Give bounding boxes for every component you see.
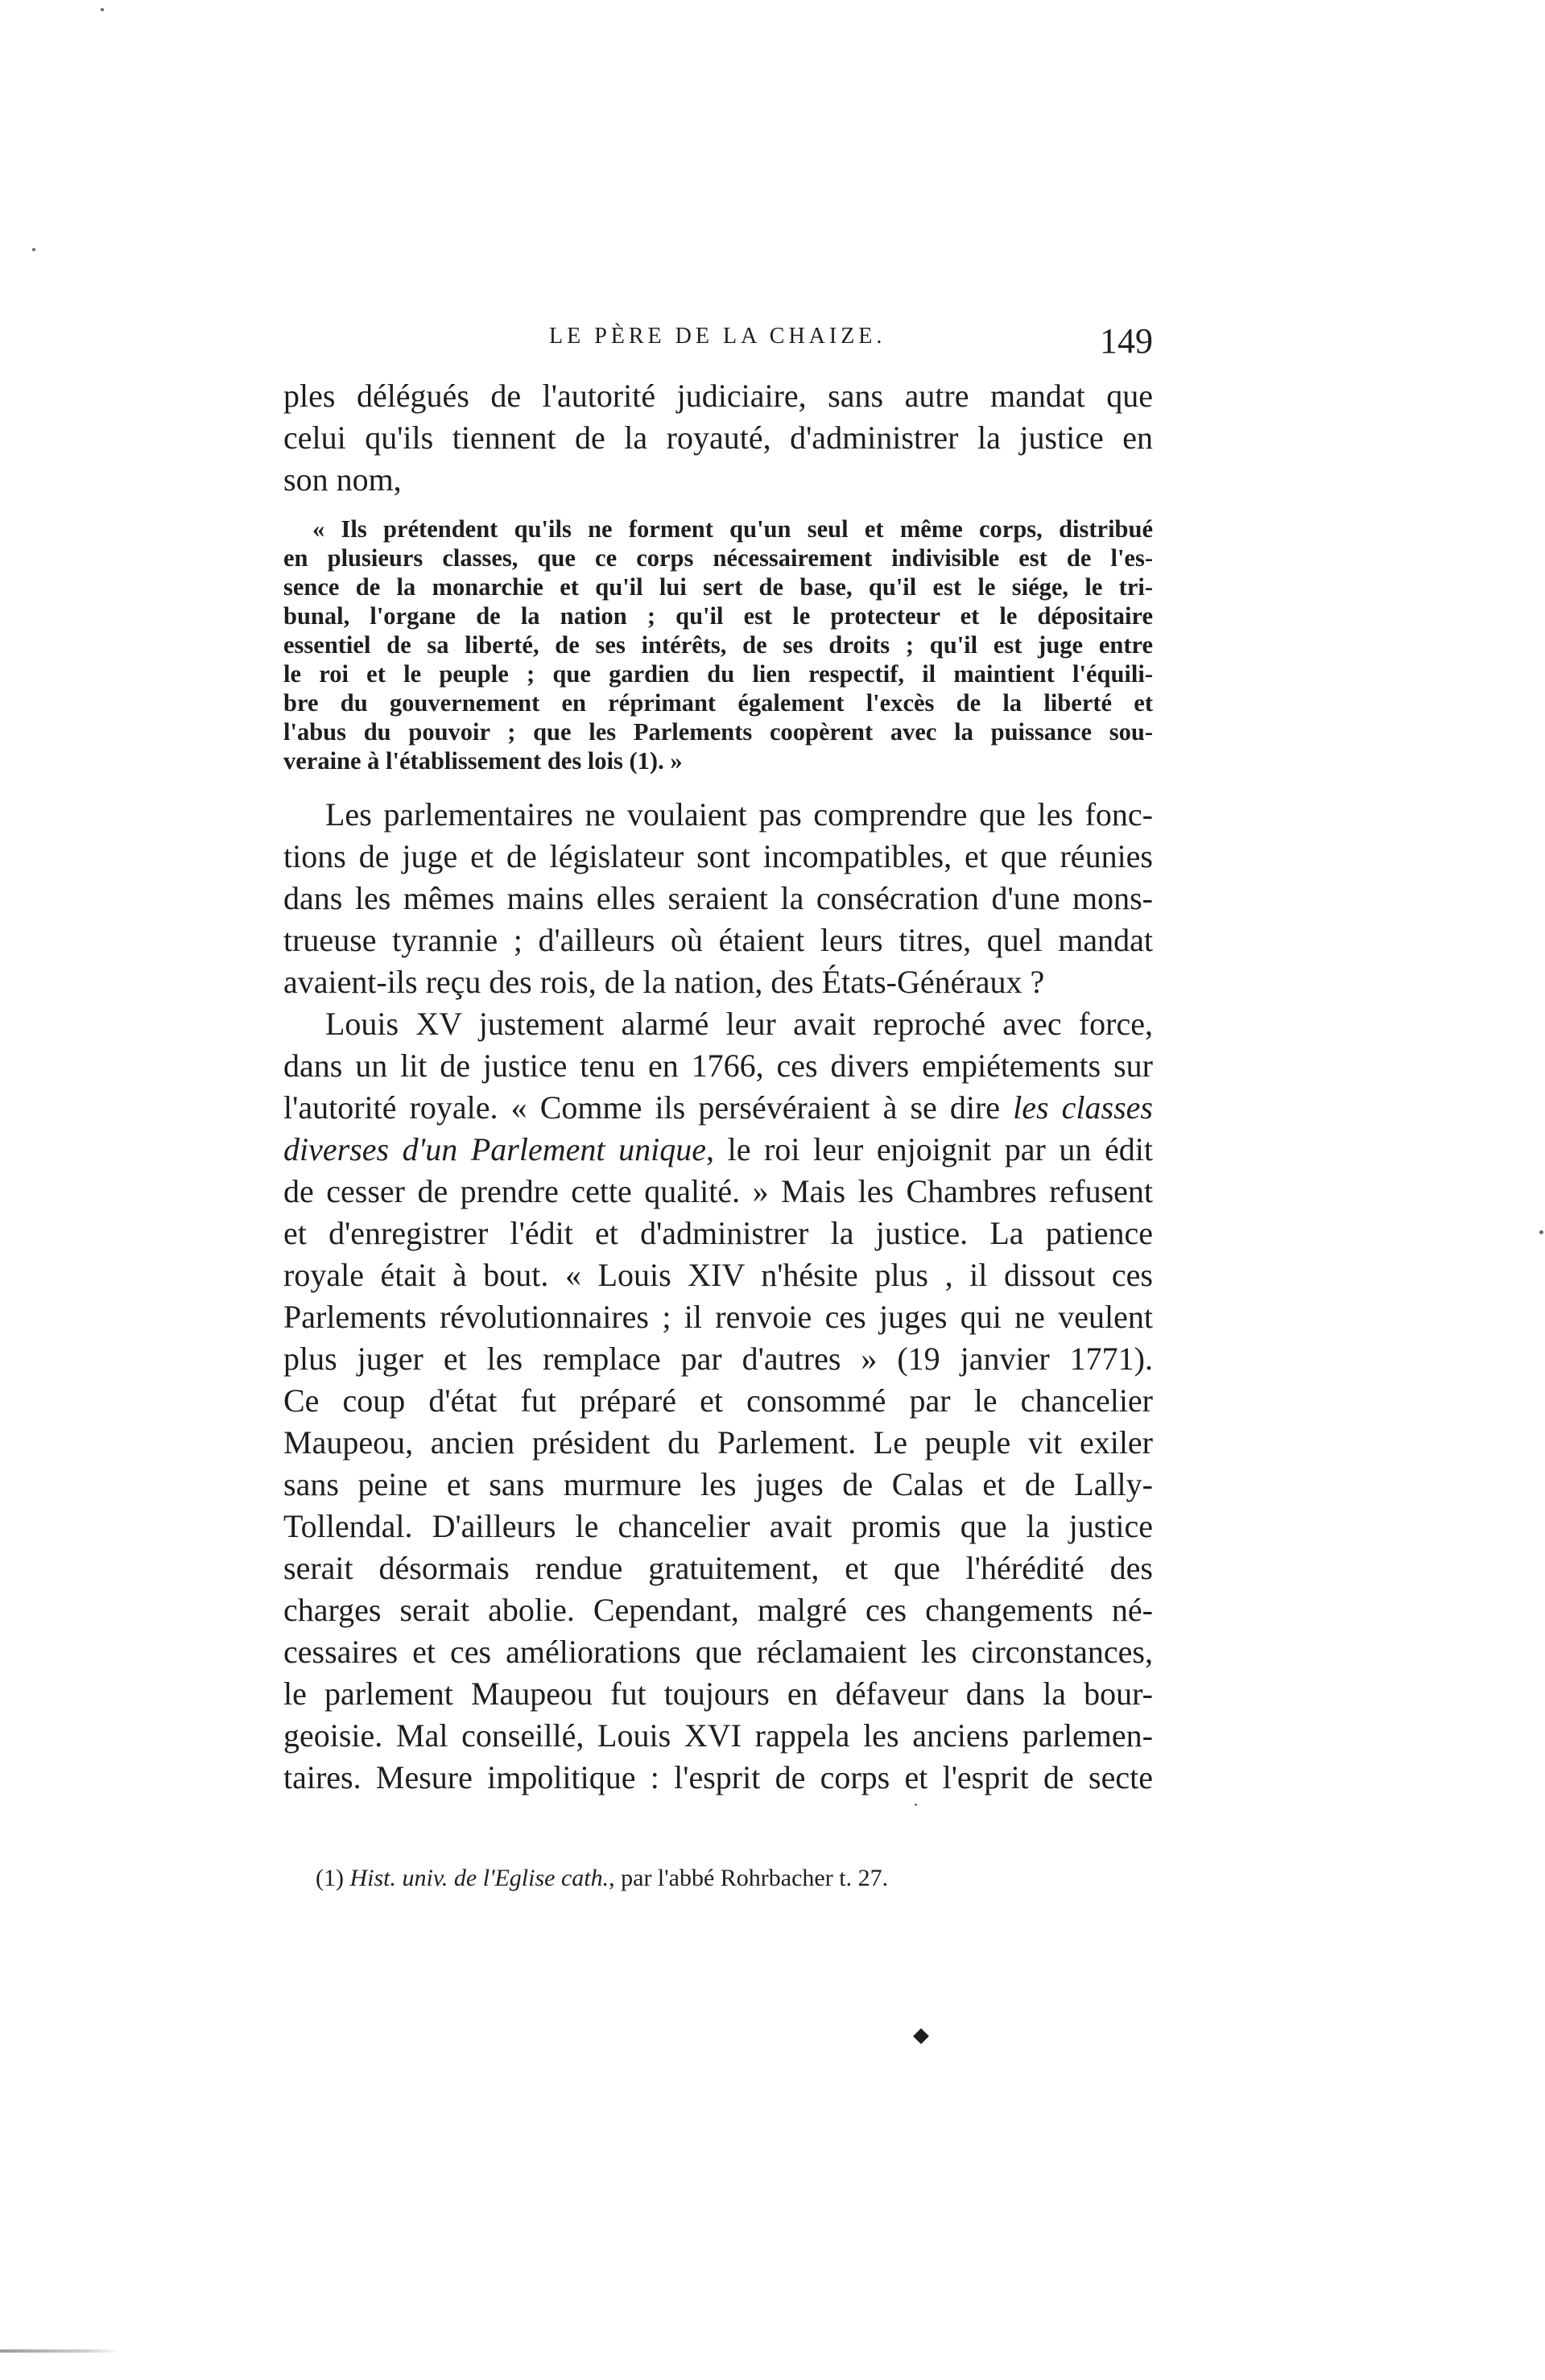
text-line: taires. Mesure impolitique : l'esprit de corps et l'esprit de secte — [283, 1759, 1153, 1795]
text-line: sans peine et sans murmure les juges de Calas et de Lally- — [283, 1466, 1153, 1502]
text-line: geoisie. Mal conseillé, Louis XVI rappela les anciens parlemen- — [283, 1717, 1153, 1754]
text-line: plus juger et les remplace par d'autres » (19 janvier 1771). — [283, 1341, 1153, 1377]
text-line — [283, 1130, 1153, 1169]
ink-speck — [915, 1804, 917, 1806]
quote-line: « Ils prétendent qu'ils ne forment qu'un seul et même corps, distribué — [312, 515, 1153, 543]
text-line: ples délégués de l'autorité judiciaire, sans autre mandat que — [283, 378, 1153, 414]
text-line: tions de juge et de législateur sont incompatibles, et que réunies — [283, 838, 1153, 874]
text-line: Ce coup d'état fut préparé et consommé par le chancelier — [283, 1382, 1153, 1419]
text-run: , le roi leur enjoignit par un édit — [705, 1131, 1154, 1167]
quote-line: essentiel de sa liberté, de ses intérêts, de ses droits ; qu'il est juge entre — [283, 631, 1153, 659]
ink-speck — [1539, 1230, 1543, 1234]
quote-line: veraine à l'établissement des lois (1). » — [283, 747, 683, 775]
text-line: Maupeou, ancien président du Parlement. Le peuple vit exiler — [283, 1424, 1153, 1461]
edge-mark — [0, 2349, 121, 2353]
text-line: dans les mêmes mains elles seraient la consécration d'une mons- — [283, 880, 1153, 916]
footnote-marker: (1) — [316, 1865, 344, 1891]
quote-line: sence de la monarchie et qu'il lui sert de base, qu'il est le siége, le tri- — [283, 573, 1153, 601]
text-line: trueuse tyrannie ; d'ailleurs où étaient leurs titres, quel mandat — [283, 922, 1153, 958]
text-line — [283, 1089, 1153, 1127]
italic-phrase: les classes — [1013, 1089, 1153, 1126]
quote-line: bre du gouvernement en réprimant également l'excès de la liberté et — [283, 689, 1153, 717]
text-line: Louis XV justement alarmé leur avait reproché avec force, — [325, 1006, 1153, 1042]
text-line: son nom, — [283, 461, 402, 498]
quote-line: le roi et le peuple ; que gardien du lien respectif, il maintient l'équili- — [283, 660, 1153, 688]
text-line: cessaires et ces améliorations que réclamaient les circonstances, — [283, 1634, 1153, 1670]
page-header — [283, 320, 1153, 366]
quote-line: en plusieurs classes, que ce corps nécessairement indivisible est de l'es- — [283, 544, 1153, 572]
text-line: celui qu'ils tiennent de la royauté, d'administrer la justice en — [283, 419, 1153, 456]
running-title: LE PÈRE DE LA CHAIZE. — [549, 324, 886, 349]
text-line: le parlement Maupeou fut toujours en défaveur dans la bour- — [283, 1676, 1153, 1712]
ornament-icon — [913, 2028, 929, 2044]
text-line: dans un lit de justice tenu en 1766, ces divers empiétements sur — [283, 1047, 1153, 1084]
ink-speck — [32, 248, 35, 251]
footnote — [316, 1865, 888, 1892]
ink-speck — [101, 8, 104, 11]
italic-phrase: diverses d'un Parlement unique — [283, 1131, 706, 1167]
text-line: Les parlementaires ne voulaient pas comprendre que les fonc- — [325, 796, 1153, 833]
footnote-text: , par l'abbé Rohrbacher t. 27. — [609, 1865, 889, 1891]
text-run: l'autorité royale. « Comme ils persévéraient à se dire — [283, 1089, 1001, 1126]
text-line: et d'enregistrer l'édit et d'administrer la justice. La patience — [283, 1215, 1153, 1251]
quote-line: l'abus du pouvoir ; que les Parlements coopèrent avec la puissance sou- — [283, 718, 1153, 746]
text-line: charges serait abolie. Cependant, malgré ces changements né- — [283, 1592, 1153, 1628]
text-line: de cesser de prendre cette qualité. » Mais les Chambres refusent — [283, 1173, 1153, 1209]
page-number: 149 — [1100, 321, 1153, 361]
text-line: avaient-ils reçu des rois, de la nation, des États-Généraux ? — [283, 964, 1045, 1000]
text-line: Tollendal. D'ailleurs le chancelier avait promis que la justice — [283, 1508, 1153, 1544]
quote-line: bunal, l'organe de la nation ; qu'il est le protecteur et le dépositaire — [283, 602, 1153, 630]
text-line: Parlements révolutionnaires ; il renvoie ces juges qui ne veulent — [283, 1299, 1153, 1335]
text-line: royale était à bout. « Louis XIV n'hésite plus , il dissout ces — [283, 1257, 1153, 1293]
text-line: serait désormais rendue gratuitement, et que l'hérédité des — [283, 1550, 1153, 1586]
footnote-source-title: Hist. univ. de l'Eglise cath. — [349, 1865, 609, 1891]
